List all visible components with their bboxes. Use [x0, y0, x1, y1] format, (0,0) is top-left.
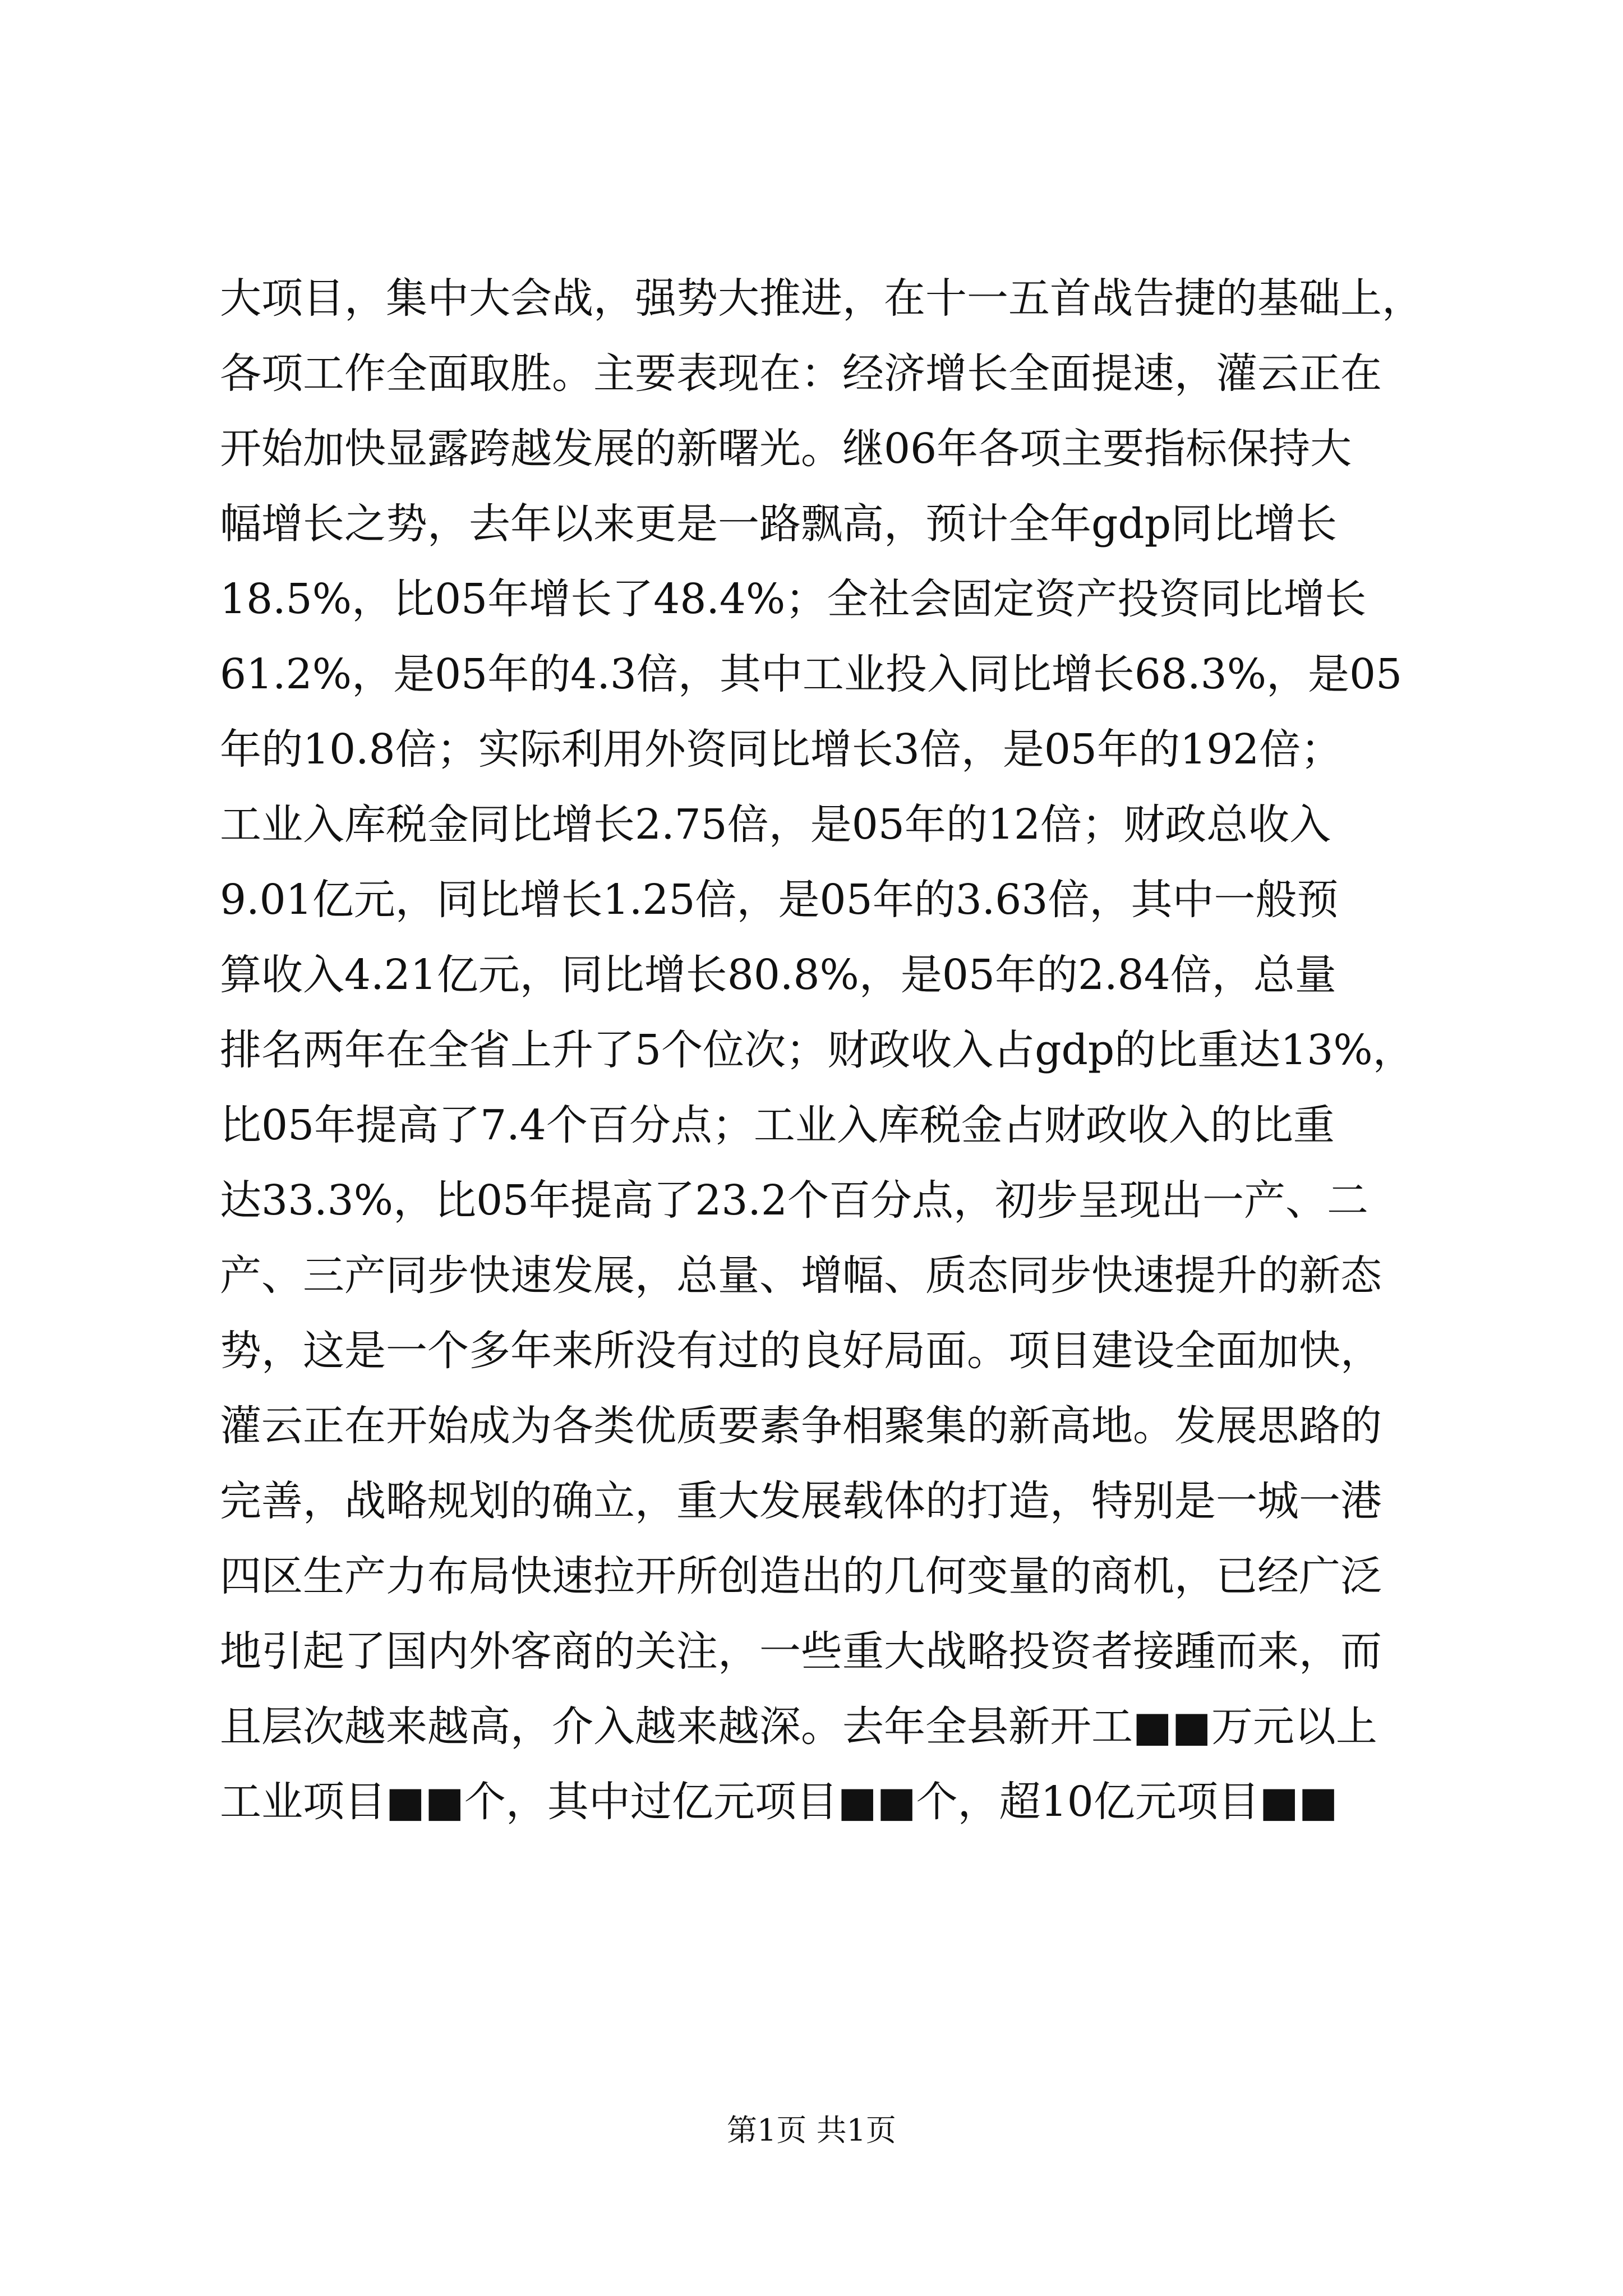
text-line: 产、三产同步快速发展，总量、增幅、质态同步快速提升的新态	[220, 1251, 1382, 1300]
text-line: 幅增长之势，去年以来更是一路飘高，预计全年gdp同比增长	[220, 500, 1338, 548]
text-line: 61.2%，是05年的4.3倍，其中工业投入同比增长68.3%，是05	[220, 650, 1403, 698]
text-line: 工业项目■■个，其中过亿元项目■■个，超10亿元项目■■	[220, 1778, 1338, 1826]
text-line: 9.01亿元，同比增长1.25倍，是05年的3.63倍，其中一般预	[220, 876, 1339, 924]
text-line: 18.5%，比05年增长了48.4%；全社会固定资产投资同比增长	[220, 575, 1367, 623]
text-line: 年的10.8倍；实际利用外资同比增长3倍，是05年的192倍；	[220, 725, 1343, 774]
text-line: 大项目，集中大会战，强势大推进，在十一五首战告捷的基础上，	[220, 274, 1423, 323]
text-line: 势，这是一个多年来所没有过的良好局面。项目建设全面加快，	[220, 1327, 1382, 1375]
text-line: 算收入4.21亿元，同比增长80.8%，是05年的2.84倍，总量	[220, 951, 1336, 999]
text-line: 灌云正在开始成为各类优质要素争相聚集的新高地。发展思路的	[220, 1402, 1382, 1450]
text-line: 达33.3%，比05年提高了23.2个百分点，初步呈现出一产、二	[220, 1176, 1369, 1225]
text-line: 四区生产力布局快速拉开所创造出的几何变量的商机，已经广泛	[220, 1552, 1382, 1600]
page-footer: 第1页 共1页	[727, 2113, 896, 2148]
text-line: 且层次越来越高，介入越来越深。去年全县新开工■■万元以上	[220, 1703, 1377, 1751]
text-line: 工业入库税金同比增长2.75倍，是05年的12倍；财政总收入	[220, 800, 1331, 849]
text-line: 完善，战略规划的确立，重大发展载体的打造，特别是一城一港	[220, 1477, 1382, 1525]
text-line: 地引起了国内外客商的关注，一些重大战略投资者接踵而来，而	[220, 1627, 1382, 1676]
text-line: 排名两年在全省上升了5个位次；财政收入占gdp的比重达13%，	[220, 1026, 1414, 1074]
text-line: 各项工作全面取胜。主要表现在：经济增长全面提速，灌云正在	[220, 349, 1382, 398]
body-text	[220, 261, 1470, 1839]
text-line: 开始加快显露跨越发展的新曙光。继06年各项主要指标保持大	[220, 425, 1352, 473]
text-line: 比05年提高了7.4个百分点；工业入库税金占财政收入的比重	[220, 1101, 1335, 1149]
